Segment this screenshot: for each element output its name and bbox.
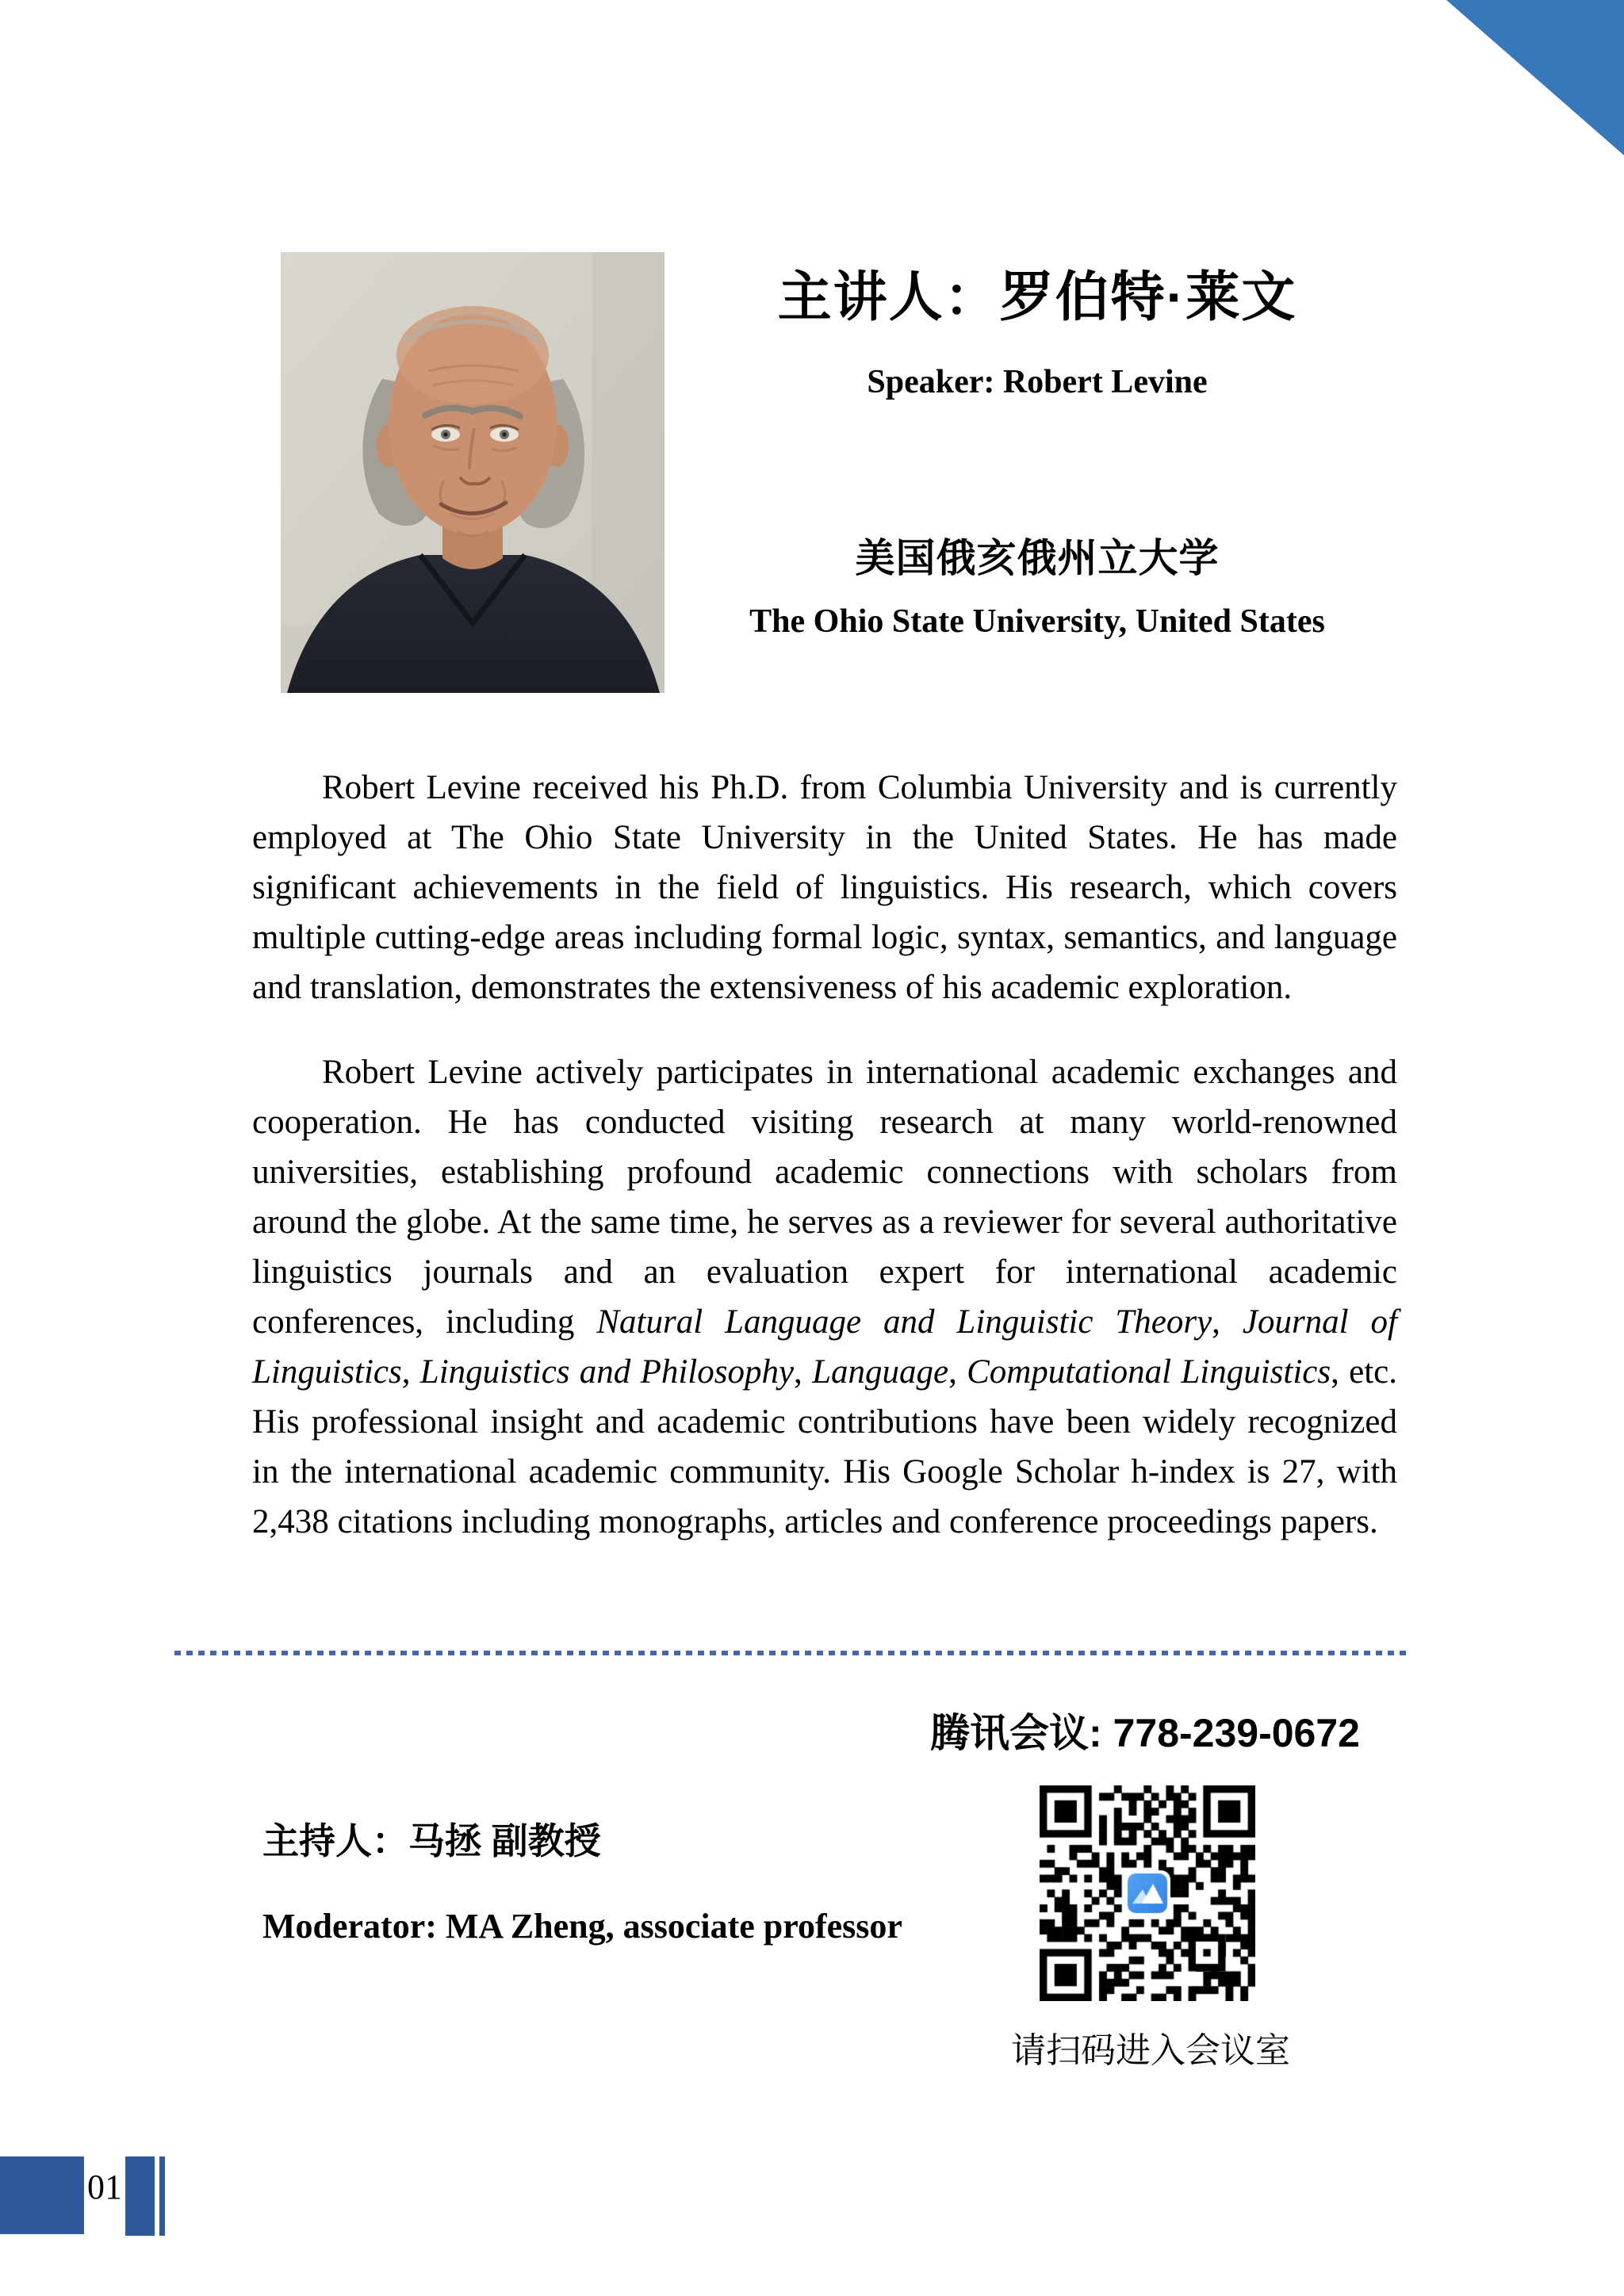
speaker-photo-illustration [281,252,665,693]
corner-triangle-decoration [1446,0,1624,155]
speaker-title-en: Speaker: Robert Levine [867,364,1208,400]
page-number: 01 [87,2168,122,2206]
footer-blue-line [159,2156,165,2236]
bio-paragraph-2: Robert Levine actively participates in international academic exchanges and cooperation. He has conducted visiting research at many world-renowned universities, establishing profound academic connections with scholars from around the globe. At the same time, he serves as a reviewer for several authoritative linguistics journals and an evaluation expert for international academic conferences, including Natural Language and Linguistic Theory, Journal of Linguistics, Linguistics and Philosophy, Language, Computational Linguistics, etc. His professional insight and academic contributions have been widely recognized in the international academic community. His Google Scholar h-index is 27, with 2,438 citations including monographs, articles and conference proceedings papers. [252,1054,1398,1540]
affiliation-cn: 美国俄亥俄州立大学 [855,536,1220,580]
footer-blue-block [0,2156,84,2234]
moderator-line-en: Moderator: MA Zheng, associate professor [262,1907,902,1946]
moderator-line-cn: 主持人：马拯 副教授 [262,1820,601,1862]
speaker-title-cn: 主讲人：罗伯特·莱文 [777,267,1297,327]
dashed-divider [174,1651,1408,1655]
bio-paragraph-1: Robert Levine received his Ph.D. from Columbia University and is currently employed at The Ohio State University in the United States. He has made significant achievements in the field of linguistics. His research, which covers multiple cutting-edge areas including formal logic, syntax, semantics, and language and translation, demonstrates the extensiveness of his academic exploration. [252,769,1397,1006]
tencent-meeting-id: 腾讯会议: 778-239-0672 [930,1711,1360,1755]
qr-caption: 请扫码进入会议室 [1011,2031,1290,2070]
affiliation-en: The Ohio State University, United States [749,603,1325,640]
biography-section [252,763,1397,1547]
speaker-photo [281,252,665,693]
qr-code [1040,1785,1255,2001]
footer-blue-bar [125,2156,155,2236]
